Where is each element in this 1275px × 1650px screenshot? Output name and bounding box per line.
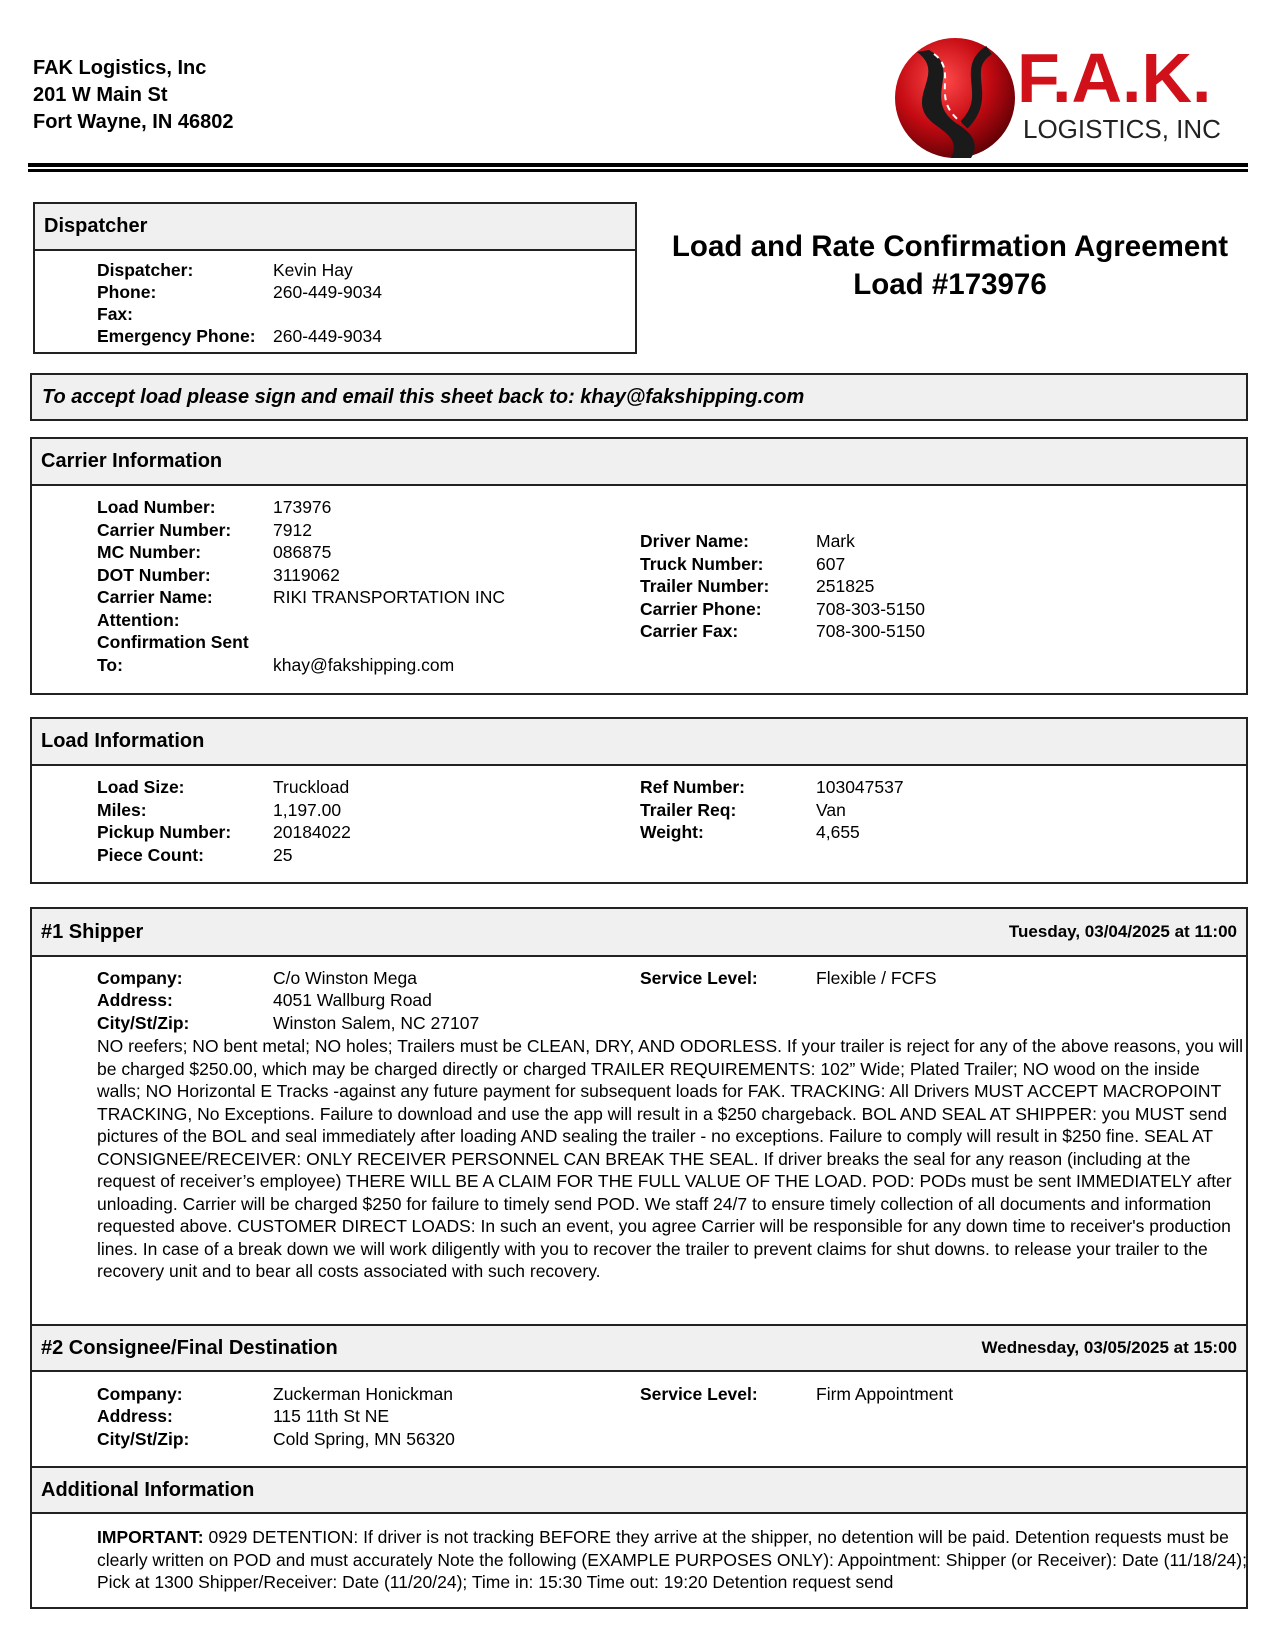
field-label: Service Level: [640,968,758,988]
field-label: Address: [97,1406,173,1426]
section-title: Carrier Information [41,450,223,472]
additional-text: 0929 DETENTION: If driver is not tracking BEFORE they arrive at the shipper, no detention will be paid. Detention requests must be clearly written on POD and must accurately Note the following (EXAMPLE PURPOSES ONLY): Appointment: Shipper (or Receiver): Date (11/18/24); Pick at 1300 Shipper/Receiver: Date (11/20/24); Time in: 15:30 Time out: 19:20 Detention request send [97,1527,1247,1592]
logo-text: F.A.K. [1017,39,1212,117]
field-label: Weight: [640,822,704,842]
field-label: Company: [97,968,183,988]
field-value: 708-300-5150 [816,621,925,641]
field-label: Attention: [97,610,180,630]
company-city: Fort Wayne, IN 46802 [33,111,234,133]
load-info-header [32,719,1246,766]
load-number-title: Load #173976 [853,268,1047,301]
field-value: 25 [273,845,293,865]
logo-emblem-icon [889,30,1244,162]
header-rule-thin [28,169,1248,172]
consignee-datetime: Wednesday, 03/05/2025 at 15:00 [981,1338,1237,1357]
field-value: Flexible / FCFS [816,968,937,988]
section-title: Additional Information [41,1478,255,1501]
logo-subtext: LOGISTICS, INC [1023,114,1221,144]
field-label: MC Number: [97,542,202,562]
field-label: Ref Number: [640,777,746,797]
field-label: Address: [97,990,173,1010]
field-value: Kevin Hay [273,260,353,280]
field-value: khay@fakshipping.com [273,655,455,675]
consignee-header [32,1324,1246,1372]
field-label: Emergency Phone: [97,326,256,346]
field-label: Load Size: [97,777,185,797]
field-label: City/St/Zip: [97,1013,190,1033]
field-value: 1,197.00 [273,800,342,820]
field-value: 251825 [816,576,875,596]
company-street: 201 W Main St [33,84,168,106]
carrier-info-box [30,437,1248,695]
field-value: Zuckerman Honickman [273,1384,453,1404]
additional-info-text [97,1526,1247,1594]
dispatcher-header [35,204,635,251]
field-value: Truckload [273,777,350,797]
field-label: Load Number: [97,497,216,517]
field-value: 115 11th St NE [273,1406,390,1426]
field-value: Firm Appointment [816,1384,954,1404]
field-value: Van [816,800,846,820]
field-value: 7912 [273,520,312,540]
field-label: City/St/Zip: [97,1429,190,1449]
field-value: 173976 [273,497,332,517]
field-label: Truck Number: [640,554,764,574]
load-info-box [30,717,1248,884]
dispatcher-box [33,202,637,354]
shipper-datetime: Tuesday, 03/04/2025 at 11:00 [1008,922,1237,941]
accept-text: To accept load please sign and email this sheet back to: khay@fakshipping.com [42,385,805,408]
shipper-notes: NO reefers; NO bent metal; NO holes; Trailers must be CLEAN, DRY, AND ODORLESS. If your trailer is reject for any of the above reasons, you will be charged $250.00, which may be charged directly or charged TRAILER REQUIREMENTS: 102” Wide; Plated Trailer; NO wood on the inside walls; NO Horizontal E Tracks -against any future payment for subsequent loads for FAK. TRACKING: All Drivers MUST ACCEPT MACROPOINT TRACKING, No Exceptions. Failure to download and use the app will result in a $250 chargeback. BOL AND SEAL AT SHIPPER: you MUST send pictures of the BOL and seal immediately after loading AND sealing the trailer - no exceptions. Failure to comply will result in $250 fine. SEAL AT CONSIGNEE/RECEIVER: ONLY RECEIVER PERSONNEL CAN BREAK THE SEAL. If driver breaks the seal for any reason (including at the request of receiver’s employee) THERE WILL BE A CLAIM FOR THE FULL VALUE OF THE LOAD. POD: PODs must be sent IMMEDIATELY after unloading. Carrier will be charged $250 for failure to timely send POD. We staff 24/7 to ensure timely collection of all documents and information requested above. CUSTOMER DIRECT LOADS: In such an event, you agree Carrier will be responsible for any down time to receiver's production lines. In case of a break down we will work diligently with you to recover the trailer to prevent claims for shut downs. to release your trailer to the recovery unit and to bear all costs associated with such recovery. [97,1036,1244,1281]
field-label: Phone: [97,282,157,302]
company-logo [889,30,1244,162]
field-label: Carrier Number: [97,520,232,540]
field-value: 103047537 [816,777,904,797]
header-rule [28,163,1248,167]
field-label: Dispatcher: [97,260,194,280]
field-value: Cold Spring, MN 56320 [273,1429,455,1449]
field-label: Carrier Phone: [640,599,762,619]
field-label: Piece Count: [97,845,204,865]
field-value: 708-303-5150 [816,599,925,619]
field-value: 607 [816,554,846,574]
section-title: #1 Shipper [41,920,144,943]
field-value: 260-449-9034 [273,282,382,302]
field-label: Pickup Number: [97,822,232,842]
field-value: 20184022 [273,822,351,842]
field-value: C/o Winston Mega [273,968,417,988]
section-title: Load Information [41,730,205,752]
company-name: FAK Logistics, Inc [33,57,207,79]
field-label: Trailer Number: [640,576,770,596]
dispatcher-header-label: Dispatcher [44,215,148,237]
shipper-header [32,909,1246,957]
additional-info-header [32,1466,1246,1514]
field-label: Driver Name: [640,531,749,551]
important-label: IMPORTANT: [97,1527,204,1547]
field-value: 086875 [273,542,332,562]
field-value: Winston Salem, NC 27107 [273,1013,480,1033]
field-value: RIKI TRANSPORTATION INC [273,587,506,607]
stops-box [30,907,1248,1609]
field-value: 3119062 [273,565,340,585]
field-label: Carrier Fax: [640,621,739,641]
company-address [33,55,233,136]
field-label: Carrier Name: [97,587,213,607]
accept-instructions [30,373,1248,421]
section-title: #2 Consignee/Final Destination [41,1336,338,1359]
field-label: Company: [97,1384,183,1404]
field-label: Miles: [97,800,147,820]
field-value: 4,655 [816,822,860,842]
field-label: Service Level: [640,1384,758,1404]
field-value: 4051 Wallburg Road [273,990,432,1010]
field-value: Mark [816,531,855,551]
field-label: DOT Number: [97,565,211,585]
field-label: Trailer Req: [640,800,737,820]
page-title [640,228,1260,304]
title-line1: Load and Rate Confirmation Agreement [671,230,1229,263]
field-label: To: [97,655,123,675]
field-label: Fax: [97,304,133,324]
field-label: Confirmation Sent [97,632,249,652]
carrier-info-header [32,439,1246,486]
field-value: 260-449-9034 [273,326,382,346]
